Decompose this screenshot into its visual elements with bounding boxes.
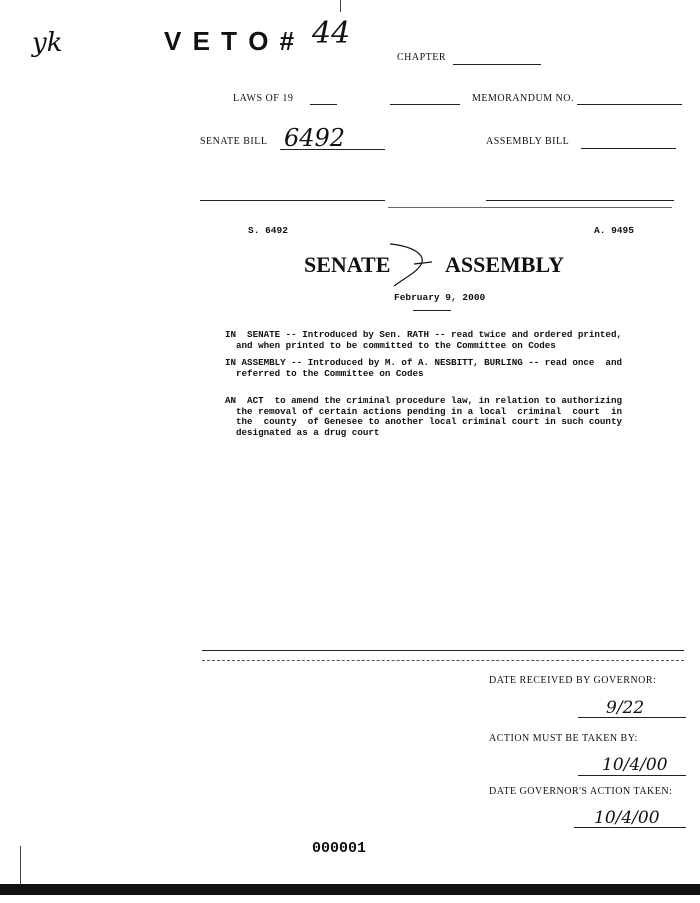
assembly-intro	[225, 358, 622, 379]
date-received-label: DATE RECEIVED BY GOVERNOR:	[489, 675, 657, 686]
assembly-intro-line: referred to the Committee on Codes	[225, 367, 424, 379]
senate-bill-label: SENATE BILL	[200, 136, 268, 147]
house-senate: SENATE	[304, 252, 391, 277]
act-line: designated as a drug court	[225, 426, 380, 438]
separator-under	[388, 207, 672, 208]
act-line: the county of Genesee to another local criminal court in such county	[225, 416, 622, 427]
bottom-bar	[0, 884, 700, 895]
act-line: the removal of certain actions pending in a local criminal court in	[225, 405, 622, 417]
senate-bill-line	[280, 149, 385, 150]
action-deadline-line	[578, 775, 686, 776]
assembly-number: A. 9495	[594, 225, 634, 236]
senate-bill-number: 6492	[284, 124, 346, 152]
house-assembly: ASSEMBLY	[445, 252, 565, 277]
laws-year-line	[310, 104, 337, 105]
chapter-label: CHAPTER	[397, 52, 447, 63]
senate-intro	[225, 330, 622, 351]
action-deadline-value: 10/4/00	[602, 755, 668, 775]
bracket-mark	[384, 240, 444, 290]
memorandum-line	[577, 104, 682, 105]
chapter-line	[453, 64, 541, 65]
separator-left	[200, 200, 385, 201]
assembly-bill-line	[581, 148, 676, 149]
date-received-line	[578, 717, 686, 718]
act-description	[225, 396, 622, 438]
action-deadline-label: ACTION MUST BE TAKEN BY:	[489, 733, 638, 744]
senate-intro-line: and when printed to be committed to the Committee on Codes	[225, 339, 556, 351]
laws-label: LAWS OF 19	[233, 93, 294, 104]
corner-initials: yk	[32, 28, 63, 58]
assembly-intro-line: IN ASSEMBLY -- Introduced by M. of A. NESBITT, BURLING -- read once and	[225, 357, 622, 368]
action-date-value: 10/4/00	[594, 808, 660, 828]
top-tick	[340, 0, 341, 12]
senate-number: S. 6492	[248, 225, 288, 236]
action-date-label: DATE GOVERNOR'S ACTION TAKEN:	[489, 786, 673, 797]
page-number: 000001	[312, 840, 367, 857]
laws-blank-line	[390, 104, 460, 105]
date-underline	[413, 310, 451, 311]
assembly-bill-label: ASSEMBLY BILL	[486, 136, 570, 147]
veto-title: V E T O #	[164, 26, 297, 56]
senate-intro-line: IN SENATE -- Introduced by Sen. RATH -- read twice and ordered printed,	[225, 329, 622, 340]
memorandum-label: MEMORANDUM NO.	[472, 93, 575, 104]
lower-separator-1	[202, 650, 684, 651]
action-date-line	[574, 827, 686, 828]
lower-separator-2	[202, 660, 684, 661]
bill-date: February 9, 2000	[394, 292, 486, 303]
veto-number: 44	[312, 16, 351, 51]
separator-right	[486, 200, 674, 201]
date-received-value: 9/22	[606, 698, 645, 718]
margin-mark	[20, 846, 21, 886]
act-line: AN ACT to amend the criminal procedure law, in relation to authorizing	[225, 395, 622, 406]
